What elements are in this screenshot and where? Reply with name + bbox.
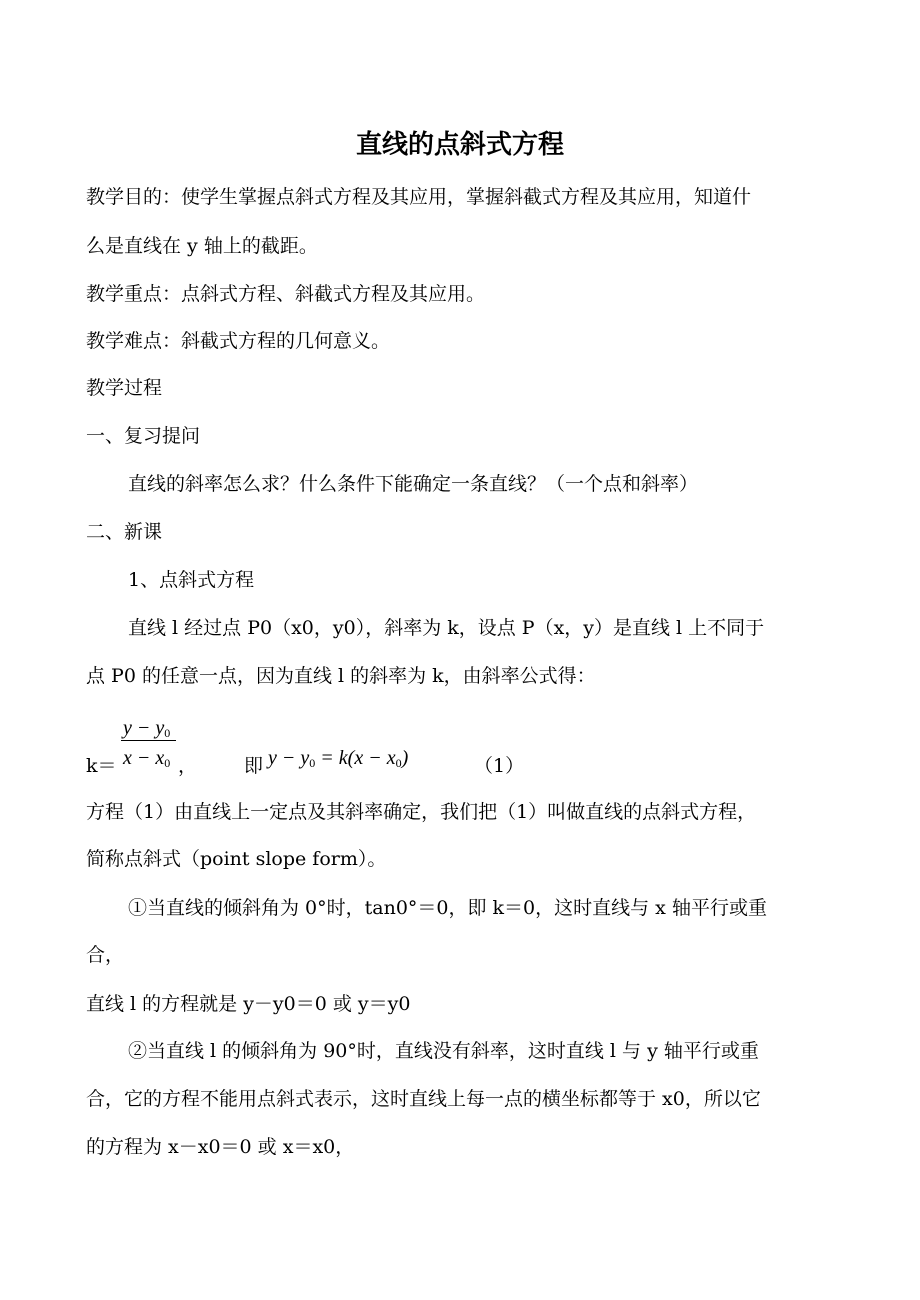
fraction-bar — [121, 740, 176, 741]
fraction-denominator: $x - x_0$ — [123, 747, 171, 770]
section-heading: 一、复习提问 — [86, 425, 201, 447]
formula-comma: ， — [178, 755, 198, 777]
text-line: ①当直线的倾斜角为 0°时，tan0°＝0，即 k＝0，这时直线与 x 轴平行或重 — [128, 897, 767, 919]
text-line: 教学目的：使学生掌握点斜式方程及其应用，掌握斜截式方程及其应用，知道什 — [86, 186, 752, 208]
subsection-heading: 1、点斜式方程 — [128, 569, 255, 591]
text-line: 合， — [86, 944, 125, 966]
text-line: 教学难点：斜截式方程的几何意义。 — [86, 330, 391, 352]
formula-ji: 即 — [244, 755, 264, 777]
equation-label: （1） — [474, 755, 525, 777]
text-line: 的方程为 x－x0＝0 或 x＝x0， — [86, 1136, 355, 1158]
text-line: 直线的斜率怎么求？什么条件下能确定一条直线？（一个点和斜率） — [128, 473, 699, 495]
text-line: 直线 l 经过点 P0（x0，y0），斜率为 k，设点 P（x，y）是直线 l 上不同于 — [128, 617, 765, 639]
section-heading: 二、新课 — [86, 521, 163, 543]
text-line: 方程（1）由直线上一定点及其斜率确定，我们把（1）叫做直线的点斜式方程， — [86, 801, 757, 823]
fraction-numerator: $y - y_0$ — [123, 717, 171, 740]
point-slope-equation: $y - y_0 = k(x - x_0)$ — [268, 747, 409, 770]
page-title: 直线的点斜式方程 — [355, 130, 564, 160]
text-line: 点 P0 的任意一点，因为直线 l 的斜率为 k，由斜率公式得： — [86, 665, 596, 687]
text-line: 简称点斜式（point slope form）。 — [86, 848, 387, 870]
text-line: 么是直线在 y 轴上的截距。 — [86, 235, 318, 257]
text-line: 合，它的方程不能用点斜式表示，这时直线上每一点的横坐标都等于 x0，所以它 — [86, 1088, 761, 1110]
section-heading: 教学过程 — [86, 377, 163, 399]
text-line: ②当直线 l 的倾斜角为 90°时，直线没有斜率，这时直线 l 与 y 轴平行或重 — [128, 1040, 759, 1062]
text-line: 直线 l 的方程就是 y－y0＝0 或 y＝y0 — [86, 993, 411, 1015]
text-line: 教学重点：点斜式方程、斜截式方程及其应用。 — [86, 283, 486, 305]
formula-k-equals: k＝ — [86, 755, 117, 777]
